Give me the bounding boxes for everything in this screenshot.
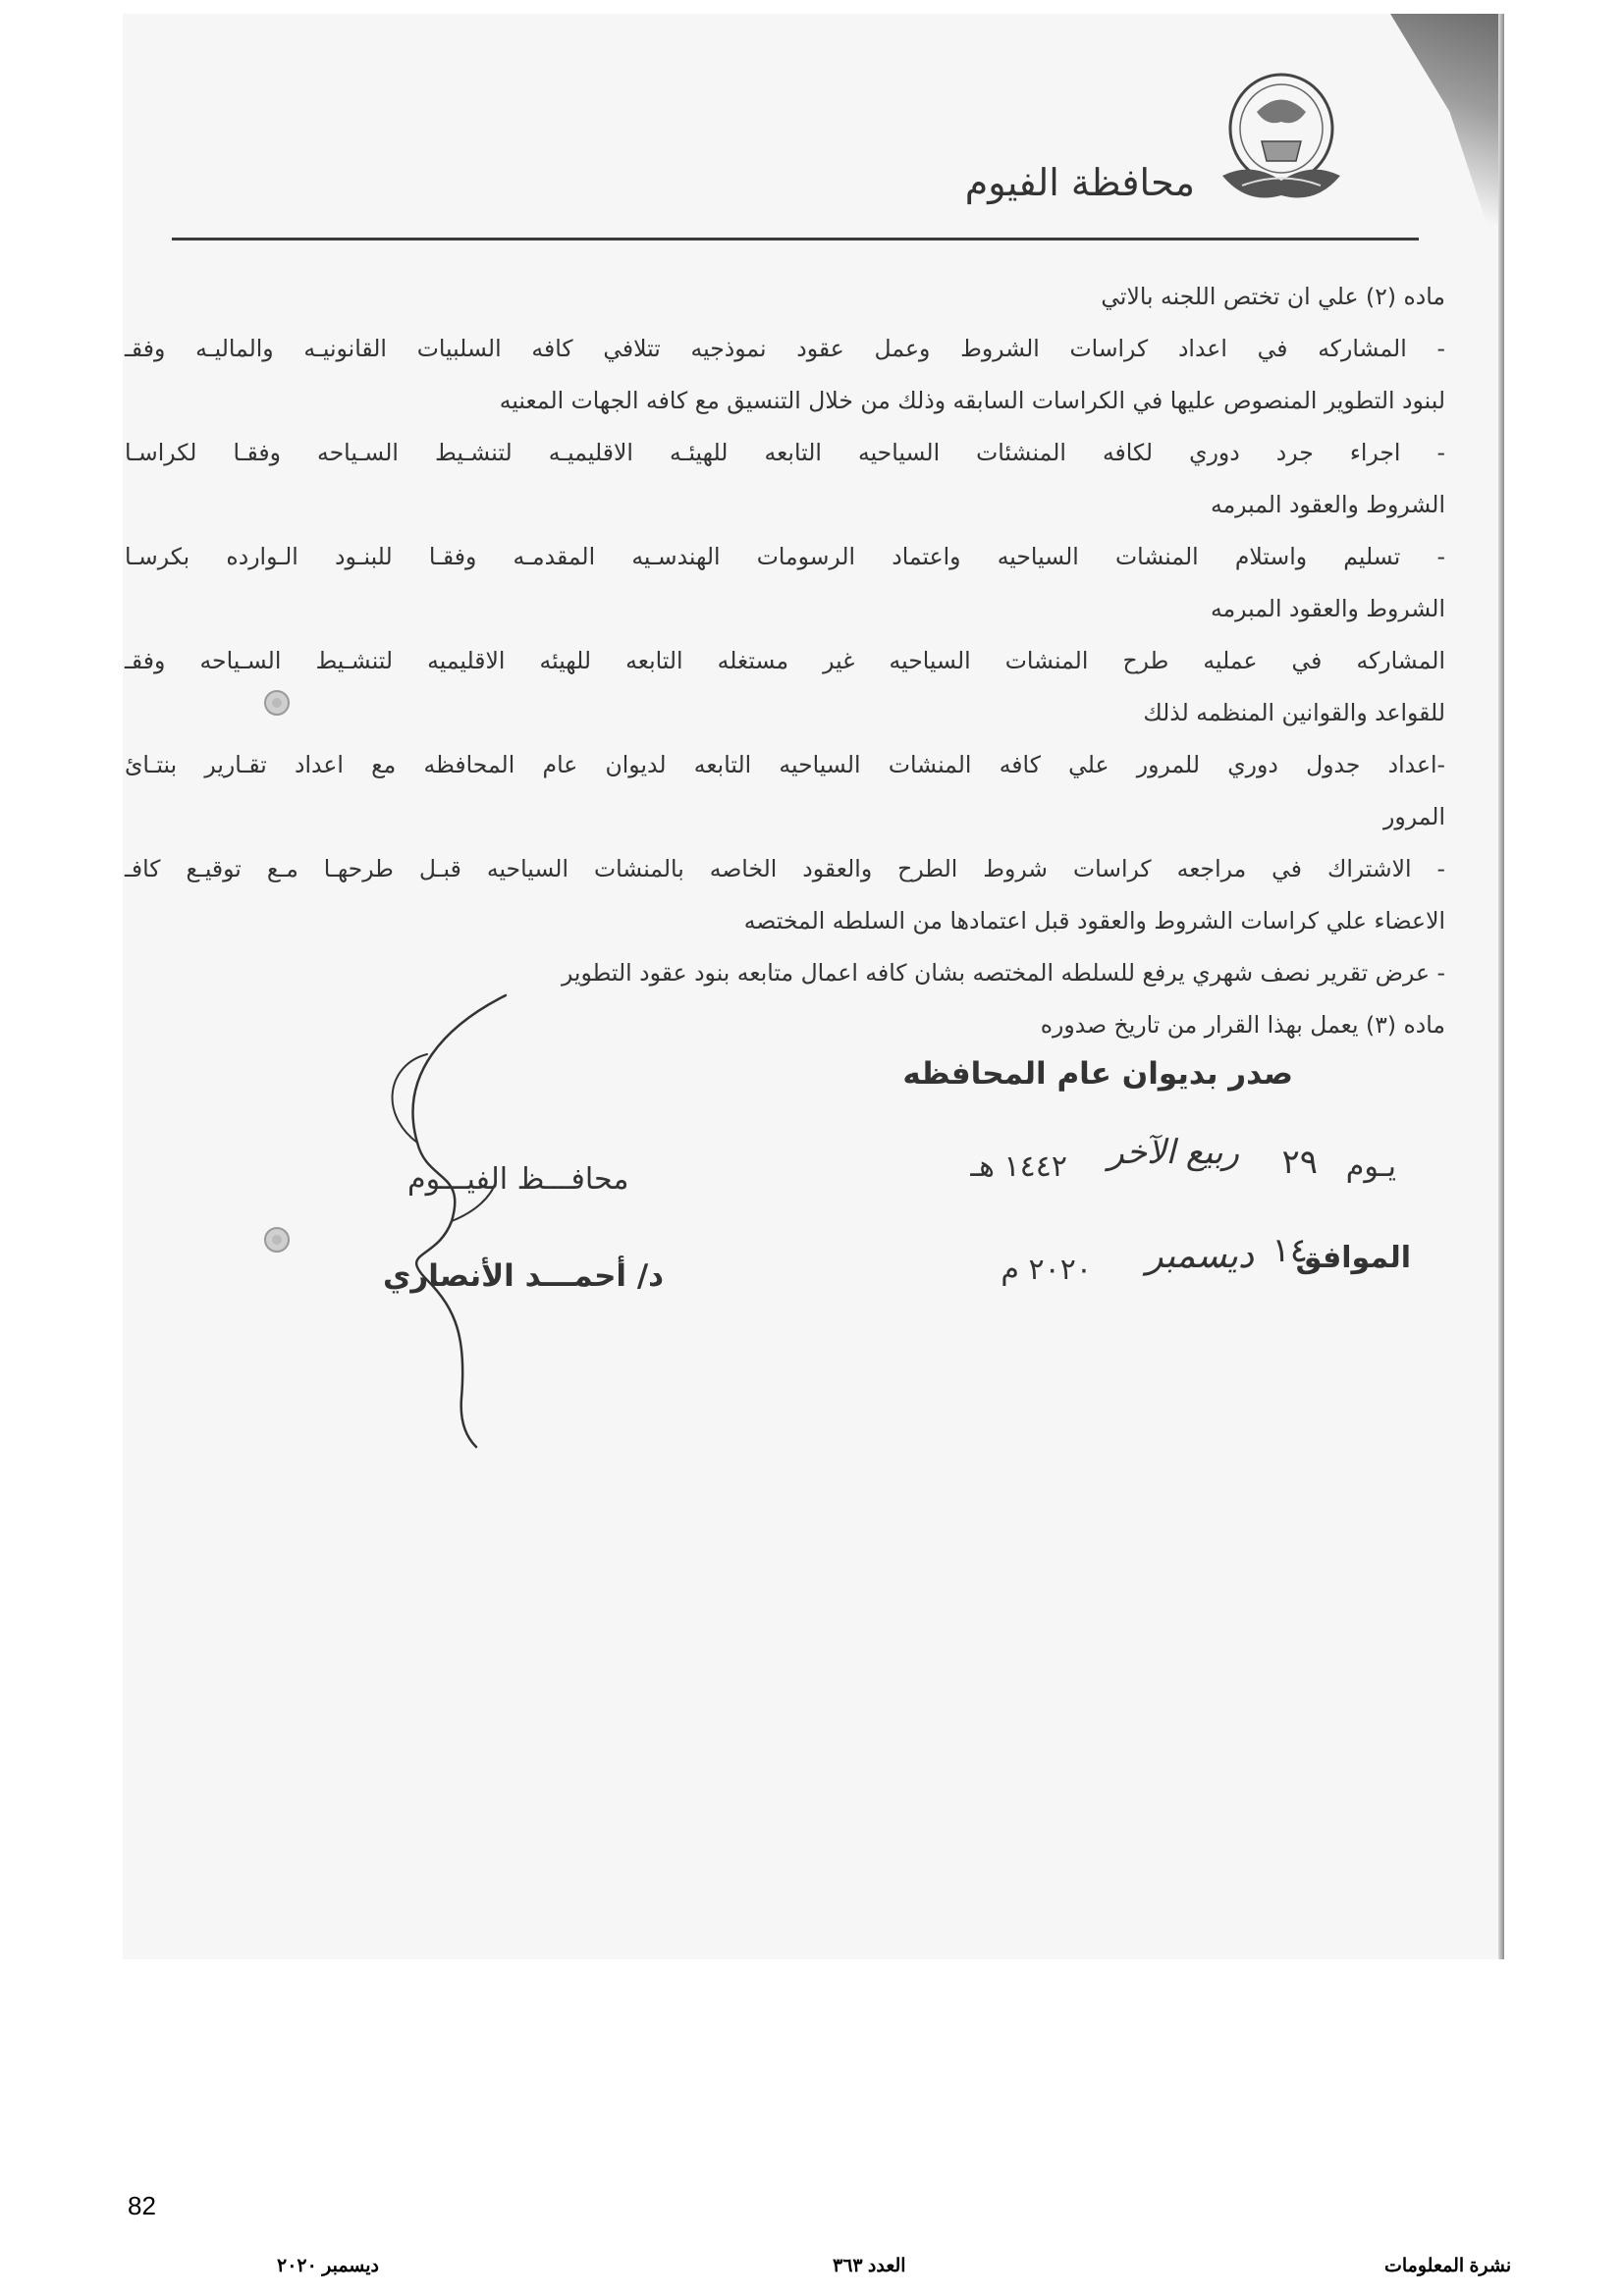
body-line: - اجراء جرد دوري لكافه المنشئات السياحيه التابعه للهيئـه الاقليميـه لتنشـيط السـياحه وفقـا لكراسـا: [125, 439, 1445, 466]
body-line: لبنود التطوير المنصوص عليها في الكراسات السابقه وذلك من خلال التنسيق مع كافه الجهات المعنيه: [499, 387, 1445, 414]
body-line: - المشاركه في اعداد كراسات الشروط وعمل عقود نموذجيه تتلافي كافه السلبيات القانونيـه والماليـه وفقـ: [125, 335, 1445, 362]
article-3-line: ماده (٣) يعمل بهذا القرار من تاريخ صدوره: [1040, 1011, 1445, 1039]
governorate-title: محافظة الفيوم: [964, 161, 1195, 204]
body-line: للقواعد والقوانين المنظمه لذلك: [1143, 699, 1445, 726]
decree-body: [125, 271, 1445, 1051]
handwritten-signature: [280, 986, 555, 1457]
governorate-emblem: [1213, 68, 1350, 215]
gregorian-label: الموافق: [1295, 1241, 1411, 1275]
article-2-heading: ماده (٢) علي ان تختص اللجنه بالاتي: [1101, 283, 1445, 310]
body-line: الشروط والعقود المبرمه: [1210, 595, 1445, 622]
body-line: الاعضاء علي كراسات الشروط والعقود قبل اعتمادها من السلطه المختصه: [743, 907, 1445, 934]
scan-corner-shadow: [1390, 14, 1498, 259]
gregorian-month-handwritten: ديسمبر: [1146, 1236, 1254, 1276]
header-rule: [172, 238, 1419, 240]
body-line: - تسليم واستلام المنشات السياحيه واعتماد الرسومات الهندسـيه المقدمـه وفقـا للبنـود الـوارده بكرسـا: [125, 543, 1445, 570]
governor-name: د/ أحمـــد الأنصاري: [383, 1258, 665, 1294]
body-line: المرور: [1383, 803, 1445, 830]
gregorian-day-handwritten: ١٤: [1271, 1231, 1308, 1270]
punch-hole-mark: [260, 686, 294, 720]
punch-hole-mark: [260, 1223, 294, 1256]
footer-date: ديسمبر ٢٠٢٠: [277, 2256, 380, 2276]
hijri-year: ١٤٤٢ هـ: [970, 1149, 1067, 1184]
page-number: 82: [128, 2191, 156, 2220]
body-line: -اعداد جدول دوري للمرور علي كافه المنشات السياحيه التابعه لديوان عام المحافظه مع اعداد تقـارير بنتـائ: [125, 751, 1445, 778]
scan-edge-shadow: [1498, 14, 1504, 1959]
body-line: المشاركه في عمليه طرح المنشات السياحيه غير مستغله التابعه للهيئه الاقليميه لتنشـيط السـياحه وفقـ: [125, 647, 1445, 674]
issued-at-line: صدر بديوان عام المحافظه: [902, 1056, 1293, 1092]
body-line: - عرض تقرير نصف شهري يرفع للسلطه المختصه بشان كافه اعمال متابعه بنود عقود التطوير: [561, 959, 1445, 987]
body-line: الشروط والعقود المبرمه: [1210, 491, 1445, 518]
scanned-document-page: [123, 14, 1504, 1959]
hijri-day-handwritten: ٢٩: [1281, 1143, 1318, 1182]
body-line: - الاشتراك في مراجعه كراسات شروط الطرح والعقود الخاصه بالمنشات السياحيه قبـل طرحهـا مـع توقيـع كافـ: [125, 855, 1445, 882]
hijri-month-handwritten: ربيع الآخر: [1108, 1133, 1239, 1172]
day-label: يـوم: [1345, 1149, 1396, 1184]
footer-publication-name: نشرة المعلومات: [1384, 2256, 1512, 2276]
footer-issue-number: العدد ٣٦٣: [833, 2256, 906, 2276]
gregorian-year: ٢٠٢٠ م: [1001, 1253, 1092, 1287]
governor-title: محافـــظ الفيـــوم: [407, 1162, 629, 1197]
